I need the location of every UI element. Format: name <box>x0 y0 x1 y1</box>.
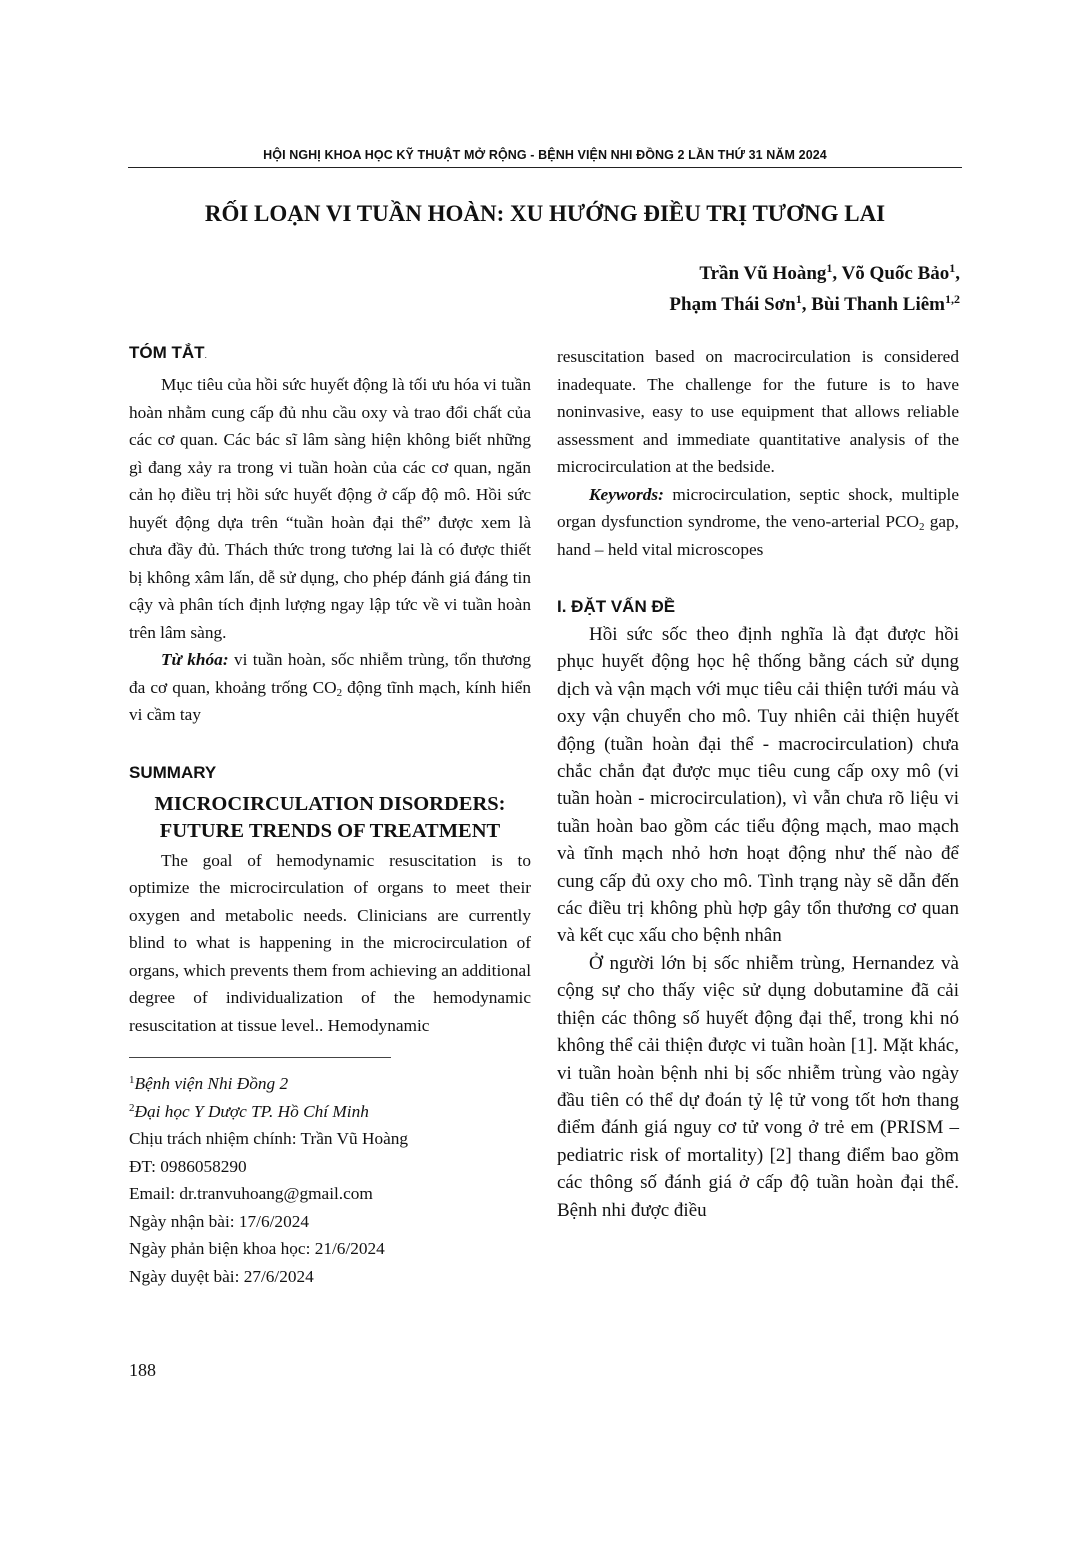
affiliation-text: Bệnh viện Nhi Đồng 2 <box>134 1074 289 1093</box>
received-date: Ngày nhận bài: 17/6/2024 <box>129 1211 309 1231</box>
keywords-text: vi tuần hoàn, sốc nhiễm trùng, tổn thương đa cơ quan, khoảng trống CO <box>129 650 531 697</box>
affiliation-1 <box>129 1070 531 1098</box>
author-name: Phạm Thái Sơn <box>669 294 796 315</box>
abstract-vi-keywords <box>129 646 531 729</box>
running-head: HỘI NGHỊ KHOA HỌC KỸ THUẬT MỞ RỘNG - BỆNH VIỆN NHI ĐỒNG 2 LẦN THỨ 31 NĂM 2024 <box>263 148 827 162</box>
right-column <box>557 343 959 1224</box>
heading-text: TÓM TẮT <box>129 343 205 362</box>
summary-body-continued: resuscitation based on macrocirculation is considered inadequate. The challenge for the future is to have noninvasive, easy to use equipment that allows reliable assessment and immediate quantitative analysis of the microcirculation at the bedside. <box>557 347 959 476</box>
author-name: Trần Vũ Hoàng <box>699 263 827 284</box>
summary-body: The goal of hemodynamic resuscitation is to optimize the microcirculation of organs to meet their oxygen and metabolic needs. Clinicians are currently blind to what is happening in the microcirculation of organs, which prevents them from achieving an additional degree of individualization of the hemodynamic resuscitation at tissue level.. Hemodynamic <box>129 850 531 1035</box>
summary-heading: SUMMARY <box>129 762 217 782</box>
section-1-heading: I. ĐẶT VẤN ĐỀ <box>557 597 676 616</box>
corresponding-author: Chịu trách nhiệm chính: Trần Vũ Hoàng <box>129 1129 409 1148</box>
accepted-date: Ngày duyệt bài: 27/6/2024 <box>129 1266 314 1286</box>
section-1-paragraph-2: Ở người lớn bị sốc nhiễm trùng, Hernandez và cộng sự cho thấy việc sử dụng dobutamine đã cải thiện các thông số huyết động đại thể, trong khi nó không thể cải thiện được vi tuần hoàn [1]. Mặt khác, vi tuần hoàn bệnh nhi bị sốc nhiễm trùng vào ngày đầu tiên có thể dự đoán tỷ lệ tử vong tốt hơn thang điểm đánh giá nguy cơ tử vong ở trẻ em (PRISM – pediatric risk of mortality) [2] thang điểm bao gồm các thông số đánh giá ở cấp độ tuần hoàn đại thể. Bệnh nhi được điều <box>557 952 959 1221</box>
keywords-label: Keywords: <box>589 484 664 504</box>
reviewed-date: Ngày phản biện khoa học: 21/6/2024 <box>129 1239 385 1258</box>
footnote-rule <box>129 1057 391 1058</box>
abstract-vi-heading <box>129 341 531 367</box>
email: Email: dr.tranvuhoang@gmail.com <box>129 1184 373 1203</box>
summary-keywords <box>557 481 959 564</box>
summary-title <box>129 791 531 845</box>
page-number: 188 <box>129 1360 156 1380</box>
author-name: Bùi Thanh Liêm <box>811 294 945 315</box>
affiliation-mark: 1,2 <box>945 292 960 306</box>
affiliation-mark: 1 <box>949 261 956 275</box>
author-separator: , <box>832 263 842 284</box>
affiliation-mark: 1 <box>129 1074 135 1086</box>
author-separator: , <box>955 263 960 284</box>
footnotes <box>129 1070 531 1290</box>
affiliation-mark: 1 <box>826 261 833 275</box>
author-line-2 <box>669 289 960 320</box>
keywords-text: microcirculation, septic shock, multiple organ dysfunction syndrome, the veno-arterial PCO <box>557 484 959 531</box>
affiliation-mark: 2 <box>129 1101 135 1114</box>
section-1-paragraph-1: Hồi sức sốc theo định nghĩa là đạt được hồi phục huyết động học hệ thống bằng cách sử dụng dịch và vận mạch với mục tiêu cải thiện tưới máu và oxy vận chuyển cho mô. Tuy nhiên cải thiện huyết động (tuần hoàn đại thể - macrocirculation) chưa chắc chắn đạt được mục tiêu cung cấp oxy mô (vi tuần hoàn - microcirculation), vì vẫn chưa rõ liệu vi tuần hoàn bao gồm các tiểu động mạch, mao mạch và tĩnh mạch nhỏ hơn hoạt động như thế nào để cung cấp đủ oxy cho mô. Tình trạng này sẽ dẫn đến các điều trị không phù hợp gây tổn thương cơ quan và kết cục xấu cho bệnh nhân <box>557 624 959 947</box>
subscript: 2 <box>919 521 925 533</box>
author-separator: , <box>801 294 812 315</box>
affiliation-text: Đại học Y Dược TP. Hồ Chí Minh <box>134 1101 369 1121</box>
summary-title-line: MICROCIRCULATION DISORDERS: <box>154 792 506 815</box>
subscript: 2 <box>336 686 343 699</box>
summary-title-line: FUTURE TRENDS OF TREATMENT <box>159 819 501 842</box>
article-title: RỐI LOẠN VI TUẦN HOÀN: XU HƯỚNG ĐIỀU TRỊ TƯƠNG LAI <box>204 201 886 226</box>
keywords-text: gap, hand – held vital microscopes <box>557 512 959 559</box>
author-line-1 <box>669 258 960 289</box>
left-column <box>129 341 531 1290</box>
keywords-label: Từ khóa: <box>161 650 229 669</box>
affiliation-2 <box>129 1098 531 1126</box>
abstract-vi-body: Mục tiêu của hồi sức huyết động là tối ưu hóa vi tuần hoàn nhằm cung cấp đủ nhu cầu oxy và trao đổi chất của các cơ quan. Các bác sĩ lâm sàng hiện không biết những gì đang xảy ra trong vi tuần hoàn của các cơ quan, ngăn cản họ điều trị hồi sức huyết động ở cấp độ mô. Hồi sức huyết động dựa trên “tuần hoàn đại thể” được xem là chưa đầy đủ. Thách thức trong tương lai là có được thiết bị không xâm lấn, dễ sử dụng, cho phép đánh giá đáng tin cậy và phân tích định lượng ngay lập tức về vi tuần hoàn trên lâm sàng. <box>129 375 531 642</box>
phone: ĐT: 0986058290 <box>129 1156 247 1176</box>
header-rule <box>128 167 962 168</box>
author-list <box>669 258 960 320</box>
keywords-text: động tĩnh mạch, kính hiển vi cầm tay <box>129 677 531 724</box>
heading-dot: . <box>204 350 208 360</box>
author-name: Võ Quốc Bảo <box>841 263 950 284</box>
affiliation-mark: 1 <box>795 292 802 306</box>
